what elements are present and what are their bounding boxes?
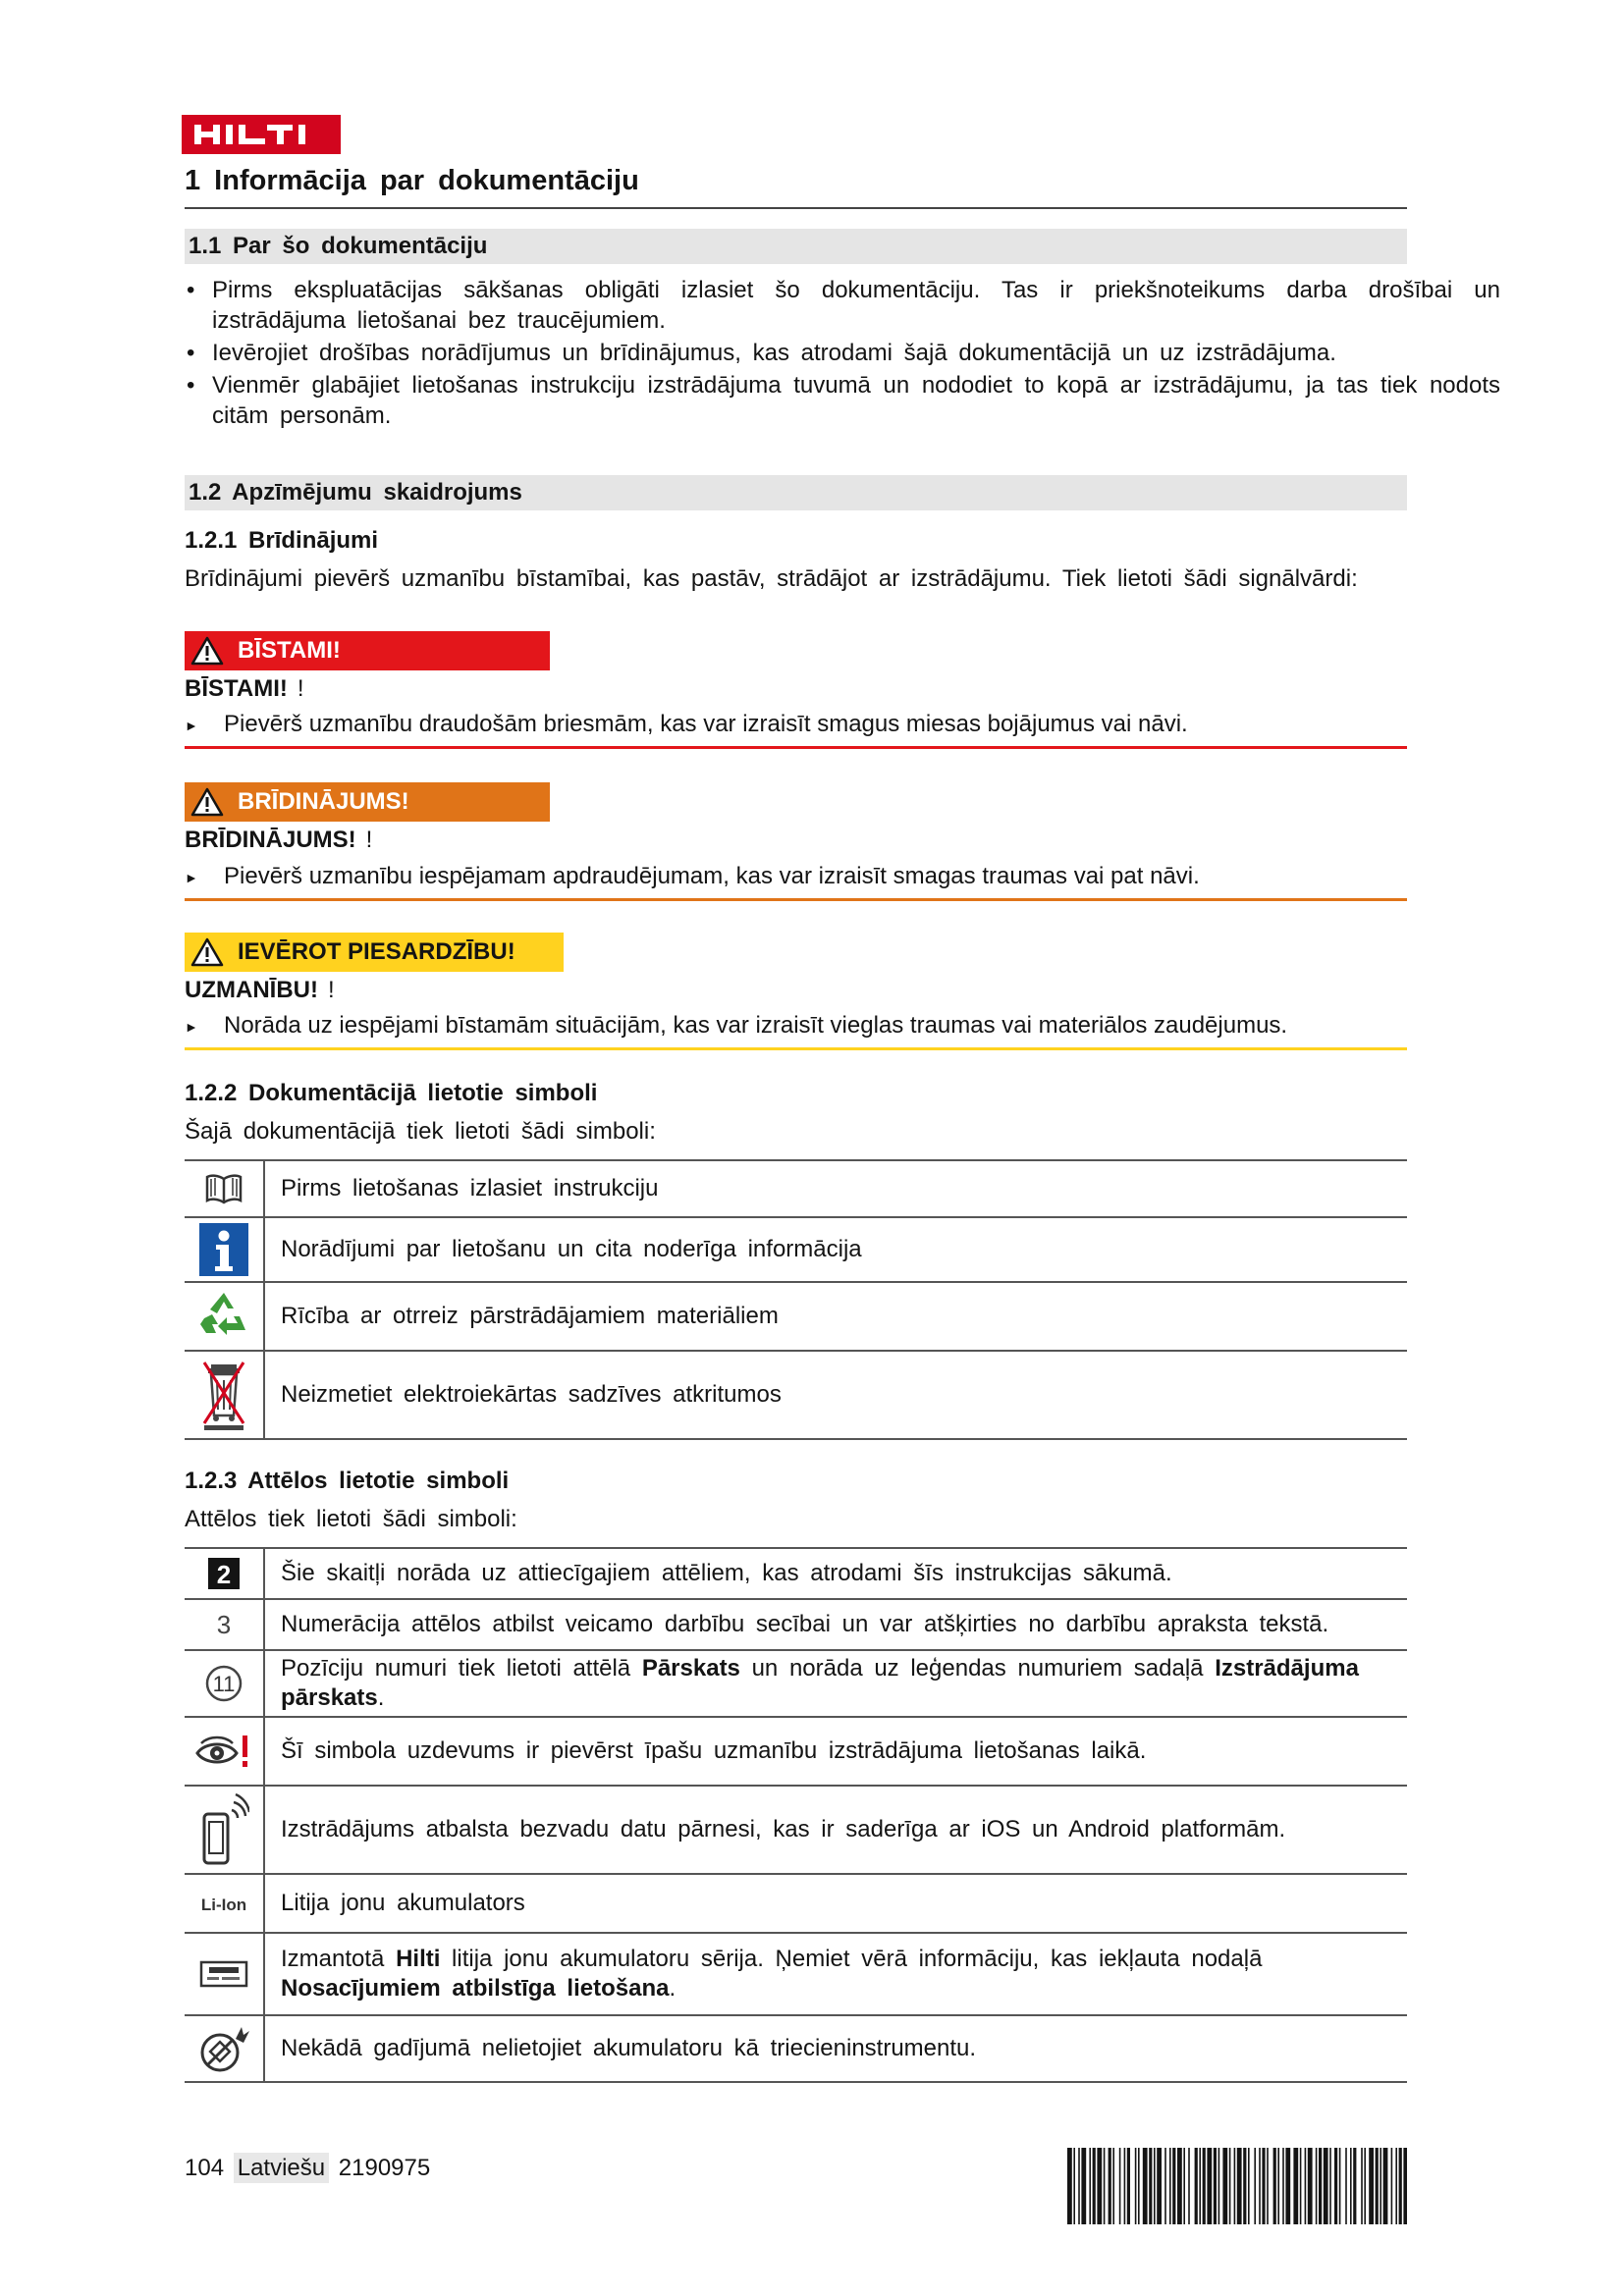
barcode-bar	[1319, 2148, 1322, 2224]
symbol-description: Nekādā gadījumā nelietojiet akumulatoru kā triecieninstrumentu.	[264, 2015, 1407, 2082]
barcode-bar	[1127, 2148, 1130, 2224]
barcode-bar	[1399, 2148, 1402, 2224]
danger-signal-word: BĪSTAMI! !	[185, 675, 304, 702]
barcode-bar	[1339, 2148, 1341, 2224]
barcode-bar	[1376, 2148, 1379, 2224]
symbol-description: Litija jonu akumulators	[264, 1874, 1407, 1933]
barcode-bar	[1093, 2148, 1096, 2224]
battery-series-icon	[199, 1960, 248, 1988]
table-row	[185, 1650, 1407, 1717]
recycle-icon	[196, 1289, 251, 1344]
barcode-bar	[1119, 2148, 1121, 2224]
table-row	[185, 1217, 1407, 1282]
barcode-bar	[1203, 2148, 1206, 2224]
barcode-bar	[1222, 2148, 1227, 2224]
footer-language: Latviešu	[234, 2153, 329, 2183]
icon-cell	[185, 1282, 264, 1351]
doc-symbols-table	[185, 1159, 1407, 1440]
barcode-bar	[1154, 2148, 1156, 2224]
barcode-bar	[1277, 2148, 1279, 2224]
symbol-description: Izstrādājums atbalsta bezvadu datu pārnesi, kas ir saderīga ar iOS un Android platformām.	[264, 1786, 1407, 1874]
section-1-2-2-heading: 1.2.2 Dokumentācijā lietotie simboli	[185, 1080, 598, 1106]
hilti-logo	[182, 115, 341, 154]
barcode-bar	[1248, 2148, 1250, 2224]
barcode-bar	[1214, 2148, 1217, 2224]
danger-banner	[185, 631, 550, 670]
item-number-icon	[204, 1664, 244, 1703]
warning-banner-label: BRĪDINĀJUMS!	[238, 788, 409, 815]
barcode-bar	[1104, 2148, 1106, 2224]
barcode-bar	[1350, 2148, 1352, 2224]
barcode-bar	[1364, 2148, 1366, 2224]
barcode-bar	[1164, 2148, 1166, 2224]
caution-description: ► Norāda uz iespējami bīstamām situācijām, kas var izraisīt vieglas traumas vai materiālos zaudējumus.	[185, 1012, 1407, 1050]
table-row	[185, 1351, 1407, 1439]
barcode-bar	[1078, 2148, 1080, 2224]
barcode-bar	[1308, 2148, 1313, 2224]
warning-triangle-icon	[190, 937, 224, 967]
barcode-bar	[1124, 2148, 1126, 2224]
barcode-bar	[1169, 2148, 1171, 2224]
symbol-description: Šie skaitļi norāda uz attiecīgajiem attēliem, kas atrodami šīs instrukcijas sākumā.	[264, 1548, 1407, 1599]
icon-cell	[185, 1650, 264, 1717]
barcode-bar	[1334, 2148, 1337, 2224]
page-number: 104	[185, 2155, 225, 2181]
barcode-bar	[1229, 2148, 1231, 2224]
barcode-bar	[1183, 2148, 1185, 2224]
svg-text:11: 11	[212, 1672, 236, 1696]
barcode-bar	[1395, 2148, 1397, 2224]
barcode-bar	[1109, 2148, 1111, 2224]
doc-symbols-intro: Šajā dokumentācijā tiek lietoti šādi simboli:	[185, 1118, 656, 1145]
barcode-bar	[1073, 2148, 1075, 2224]
symbol-description: Pozīciju numuri tiek lietoti attēlā Pārskats un norāda uz leģendas numuriem sadaļā Izstrādājuma pārskats.	[264, 1650, 1407, 1717]
barcode-bar	[1143, 2148, 1148, 2224]
barcode-bar	[1273, 2148, 1276, 2224]
danger-description: ► Pievērš uzmanību draudošām briesmām, kas var izraisīt smagus miesas bojājumus vai nāvi.	[185, 711, 1407, 749]
barcode	[1067, 2148, 1407, 2224]
barcode-bar	[1135, 2148, 1137, 2224]
attention-eye-icon	[195, 1732, 252, 1771]
info-icon	[199, 1223, 248, 1276]
section-1-1-heading: 1.1 Par šo dokumentāciju	[185, 229, 1407, 264]
barcode-bar	[1081, 2148, 1086, 2224]
figure-symbols-intro: Attēlos tiek lietoti šādi simboli:	[185, 1506, 517, 1532]
barcode-bar	[1195, 2148, 1198, 2224]
barcode-bar	[1097, 2148, 1102, 2224]
book-icon	[204, 1173, 244, 1204]
barcode-bar	[1324, 2148, 1328, 2224]
barcode-bar	[1234, 2148, 1236, 2224]
barcode-bar	[1316, 2148, 1318, 2224]
barcode-bar	[1305, 2148, 1307, 2224]
warning-triangle-icon	[190, 636, 224, 666]
barcode-bar	[1067, 2148, 1072, 2224]
barcode-bar	[1157, 2148, 1162, 2224]
barcode-bar	[1259, 2148, 1261, 2224]
barcode-bar	[1380, 2148, 1381, 2224]
document-number: 2190975	[338, 2155, 431, 2181]
symbol-description: Rīcība ar otrreiz pārstrādājamiem materiāliem	[264, 1282, 1407, 1351]
caution-banner-label: IEVĒROT PIESARDZĪBU!	[238, 938, 515, 965]
barcode-bar	[1188, 2148, 1190, 2224]
table-row	[185, 1548, 1407, 1599]
icon-cell	[185, 1874, 264, 1933]
bullet-item: • Pirms ekspluatācijas sākšanas obligāti izlasiet šo dokumentāciju. Tas ir priekšnoteikums darba drošībai un izstrādājuma lietošanai bez traucējumiem.	[185, 275, 1500, 336]
figure-symbols-table	[185, 1547, 1407, 2083]
barcode-bar	[1149, 2148, 1152, 2224]
icon-cell	[185, 1599, 264, 1650]
barcode-bar	[1300, 2148, 1302, 2224]
barcode-bar	[1112, 2148, 1114, 2224]
barcode-bar	[1218, 2148, 1220, 2224]
warnings-intro: Brīdinājumi pievērš uzmanību bīstamībai, kas pastāv, strādājot ar izstrādājumu. Tiek lietoti šādi signālvārdi:	[185, 565, 1358, 592]
barcode-bar	[1383, 2148, 1388, 2224]
li-ion-icon: Li-Ion	[200, 1896, 247, 1914]
barcode-bar	[1138, 2148, 1140, 2224]
table-row	[185, 1717, 1407, 1786]
barcode-bar	[1262, 2148, 1265, 2224]
caution-banner	[185, 933, 564, 972]
svg-text:2: 2	[216, 1560, 232, 1589]
table-row	[185, 2015, 1407, 2082]
section-1-2-1-heading: 1.2.1 Brīdinājumi	[185, 527, 379, 554]
no-hammer-battery-icon	[198, 2023, 249, 2074]
barcode-bar	[1391, 2148, 1393, 2224]
barcode-bar	[1329, 2148, 1331, 2224]
icon-cell	[185, 1351, 264, 1439]
table-row	[185, 1160, 1407, 1217]
bullet-item: • Vienmēr glabājiet lietošanas instrukciju izstrādājuma tuvumā un nododiet to kopā ar izstrādājumu, ja tas tiek nodots citām personām.	[185, 370, 1500, 431]
section-1-2-heading: 1.2 Apzīmējumu skaidrojums	[185, 475, 1407, 510]
symbol-description: Pirms lietošanas izlasiet instrukciju	[264, 1160, 1407, 1217]
barcode-bar	[1199, 2148, 1201, 2224]
barcode-bar	[1361, 2148, 1363, 2224]
barcode-bar	[1345, 2148, 1347, 2224]
section-1-heading: 1 Informācija par dokumentāciju	[185, 165, 1407, 209]
table-row	[185, 1874, 1407, 1933]
figure-number-icon	[208, 1558, 240, 1589]
table-row	[185, 1282, 1407, 1351]
page-footer	[185, 2155, 430, 2182]
barcode-bar	[1172, 2148, 1175, 2224]
warning-triangle-icon	[190, 787, 224, 817]
barcode-bar	[1293, 2148, 1298, 2224]
icon-cell	[185, 1548, 264, 1599]
caution-signal-word: UZMANĪBU! !	[185, 977, 335, 1003]
table-row	[185, 1786, 1407, 1874]
symbol-description: Neizmetiet elektroiekārtas sadzīves atkritumos	[264, 1351, 1407, 1439]
icon-cell	[185, 1717, 264, 1786]
danger-banner-label: BĪSTAMI!	[238, 637, 341, 664]
barcode-bar	[1403, 2148, 1407, 2224]
step-number-icon: 3	[216, 1609, 232, 1639]
symbol-description: Izmantotā Hilti litija jonu akumulatoru sērija. Ņemiet vērā informāciju, kas iekļauta nodaļā Nosacījumiem atbilstīga lietošana.	[264, 1933, 1407, 2015]
table-row	[185, 1599, 1407, 1650]
barcode-bar	[1254, 2148, 1256, 2224]
section-1-1-bullets	[185, 275, 1500, 433]
barcode-bar	[1089, 2148, 1091, 2224]
bullet-item: • Ievērojiet drošības norādījumus un brīdinājumus, kas atrodami šajā dokumentācijā un uz izstrādājuma.	[185, 338, 1500, 368]
icon-cell	[185, 1786, 264, 1874]
table-row	[185, 1933, 1407, 2015]
barcode-bar	[1267, 2148, 1269, 2224]
wireless-device-icon	[198, 1792, 249, 1867]
icon-cell	[185, 1160, 264, 1217]
barcode-bar	[1285, 2148, 1290, 2224]
warning-description: ► Pievērš uzmanību iespējamam apdraudējumam, kas var izraisīt smagas traumas vai pat nāvi.	[185, 863, 1407, 901]
section-1-2-3-heading: 1.2.3 Attēlos lietotie simboli	[185, 1468, 510, 1494]
icon-cell	[185, 2015, 264, 2082]
icon-cell	[185, 1217, 264, 1282]
warning-banner	[185, 782, 550, 822]
barcode-bar	[1207, 2148, 1212, 2224]
symbol-description: Norādījumi par lietošanu un cita noderīga informācija	[264, 1217, 1407, 1282]
crossed-bin-icon	[199, 1359, 248, 1431]
icon-cell	[185, 1933, 264, 2015]
barcode-bar	[1353, 2148, 1356, 2224]
barcode-bar	[1237, 2148, 1242, 2224]
barcode-bar	[1243, 2148, 1246, 2224]
barcode-bar	[1282, 2148, 1284, 2224]
symbol-description: Numerācija attēlos atbilst veicamo darbību secībai un var atšķirties no darbību apraksta tekstā.	[264, 1599, 1407, 1650]
barcode-bar	[1369, 2148, 1374, 2224]
barcode-bar	[1177, 2148, 1182, 2224]
warning-signal-word: BRĪDINĀJUMS! !	[185, 827, 373, 853]
symbol-description: Šī simbola uzdevums ir pievērst īpašu uzmanību izstrādājuma lietošanas laikā.	[264, 1717, 1407, 1786]
